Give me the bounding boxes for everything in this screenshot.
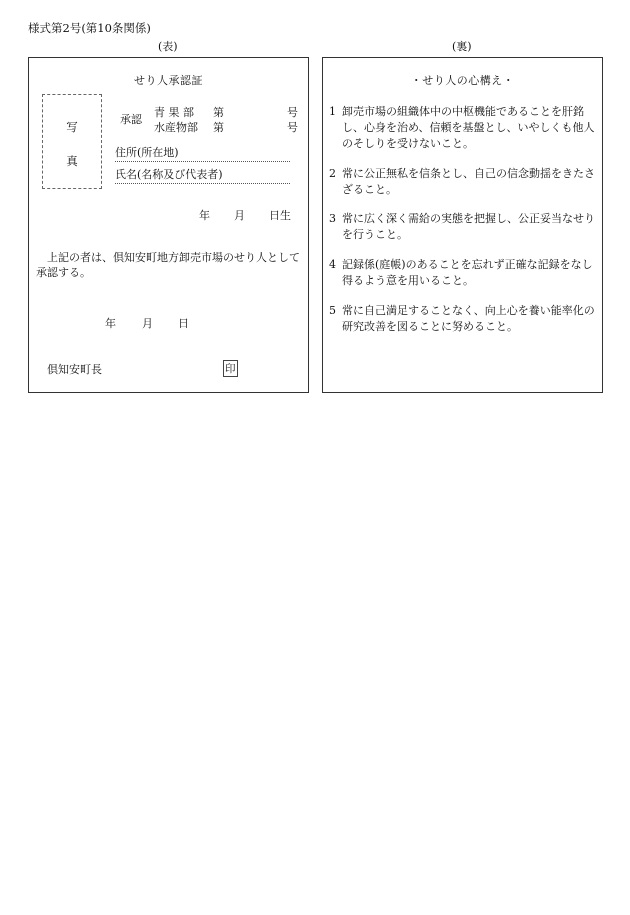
approval-statement: 上記の者は、倶知安町地方卸売市場のせり人として承認する。 [36, 251, 300, 279]
photo-box [42, 94, 102, 189]
birth-month: 月 [234, 209, 245, 222]
address-label: 住所(所在地) [115, 146, 179, 159]
back-side-label: (裏) [452, 40, 472, 53]
rule-number: 2 [329, 167, 336, 180]
dept-row-fruit-go: 号 [287, 106, 298, 119]
issue-day: 日 [178, 317, 189, 330]
rule-number: 4 [329, 258, 336, 271]
rule-item-1 [329, 104, 600, 152]
back-panel [322, 57, 603, 393]
form-number-label: 様式第2号(第10条関係) [28, 21, 151, 35]
front-side-label: (表) [158, 40, 178, 53]
name-label: 氏名(名称及び代表者) [115, 168, 223, 181]
dept-row-fish-dai: 第 [213, 121, 224, 134]
dept-row-fish-go: 号 [287, 121, 298, 134]
rule-item-2 [329, 166, 600, 198]
dept-row-fish-label: 水産物部 [154, 121, 198, 134]
photo-char-1: 写 [66, 120, 78, 134]
issue-year: 年 [105, 317, 116, 330]
rule-text: 卸売市場の組織体中の中枢機能であることを肝銘し、心身を治め、信頼を基盤とし、いやしくも他人のそしりを受けないこと。 [342, 105, 595, 150]
issue-month: 月 [142, 317, 153, 330]
rule-item-5 [329, 303, 600, 335]
address-field [115, 144, 290, 162]
issuer-name: 倶知安町長 [47, 363, 102, 376]
birth-day: 日生 [269, 209, 291, 222]
rule-text: 記録係(庭帳)のあることを忘れず正確な記録をなし得るよう意を用いること。 [342, 258, 593, 287]
rule-item-3 [329, 211, 600, 243]
rule-text: 常に公正無私を信条とし、自己の信念動揺をきたさざること。 [342, 167, 595, 196]
birth-year: 年 [199, 209, 210, 222]
front-panel [28, 57, 309, 393]
photo-char-2: 真 [66, 154, 78, 168]
approval-label: 承認 [120, 113, 142, 126]
certificate-title: せり人承認証 [134, 74, 203, 87]
rule-text: 常に自己満足することなく、向上心を養い能率化の研究改善を図ることに努めること。 [342, 304, 595, 333]
name-field [115, 166, 290, 184]
rule-number: 5 [329, 304, 336, 317]
mindset-title: ・せり人の心構え・ [410, 74, 515, 87]
rule-number: 3 [329, 212, 336, 225]
rule-item-4 [329, 257, 600, 289]
rule-number: 1 [329, 105, 336, 118]
dept-row-fruit-dai: 第 [213, 106, 224, 119]
seal-mark: 印 [223, 360, 238, 377]
rule-text: 常に広く深く需給の実態を把握し、公正妥当なせりを行うこと。 [342, 212, 595, 241]
dept-row-fruit-label: 青 果 部 [154, 106, 194, 119]
